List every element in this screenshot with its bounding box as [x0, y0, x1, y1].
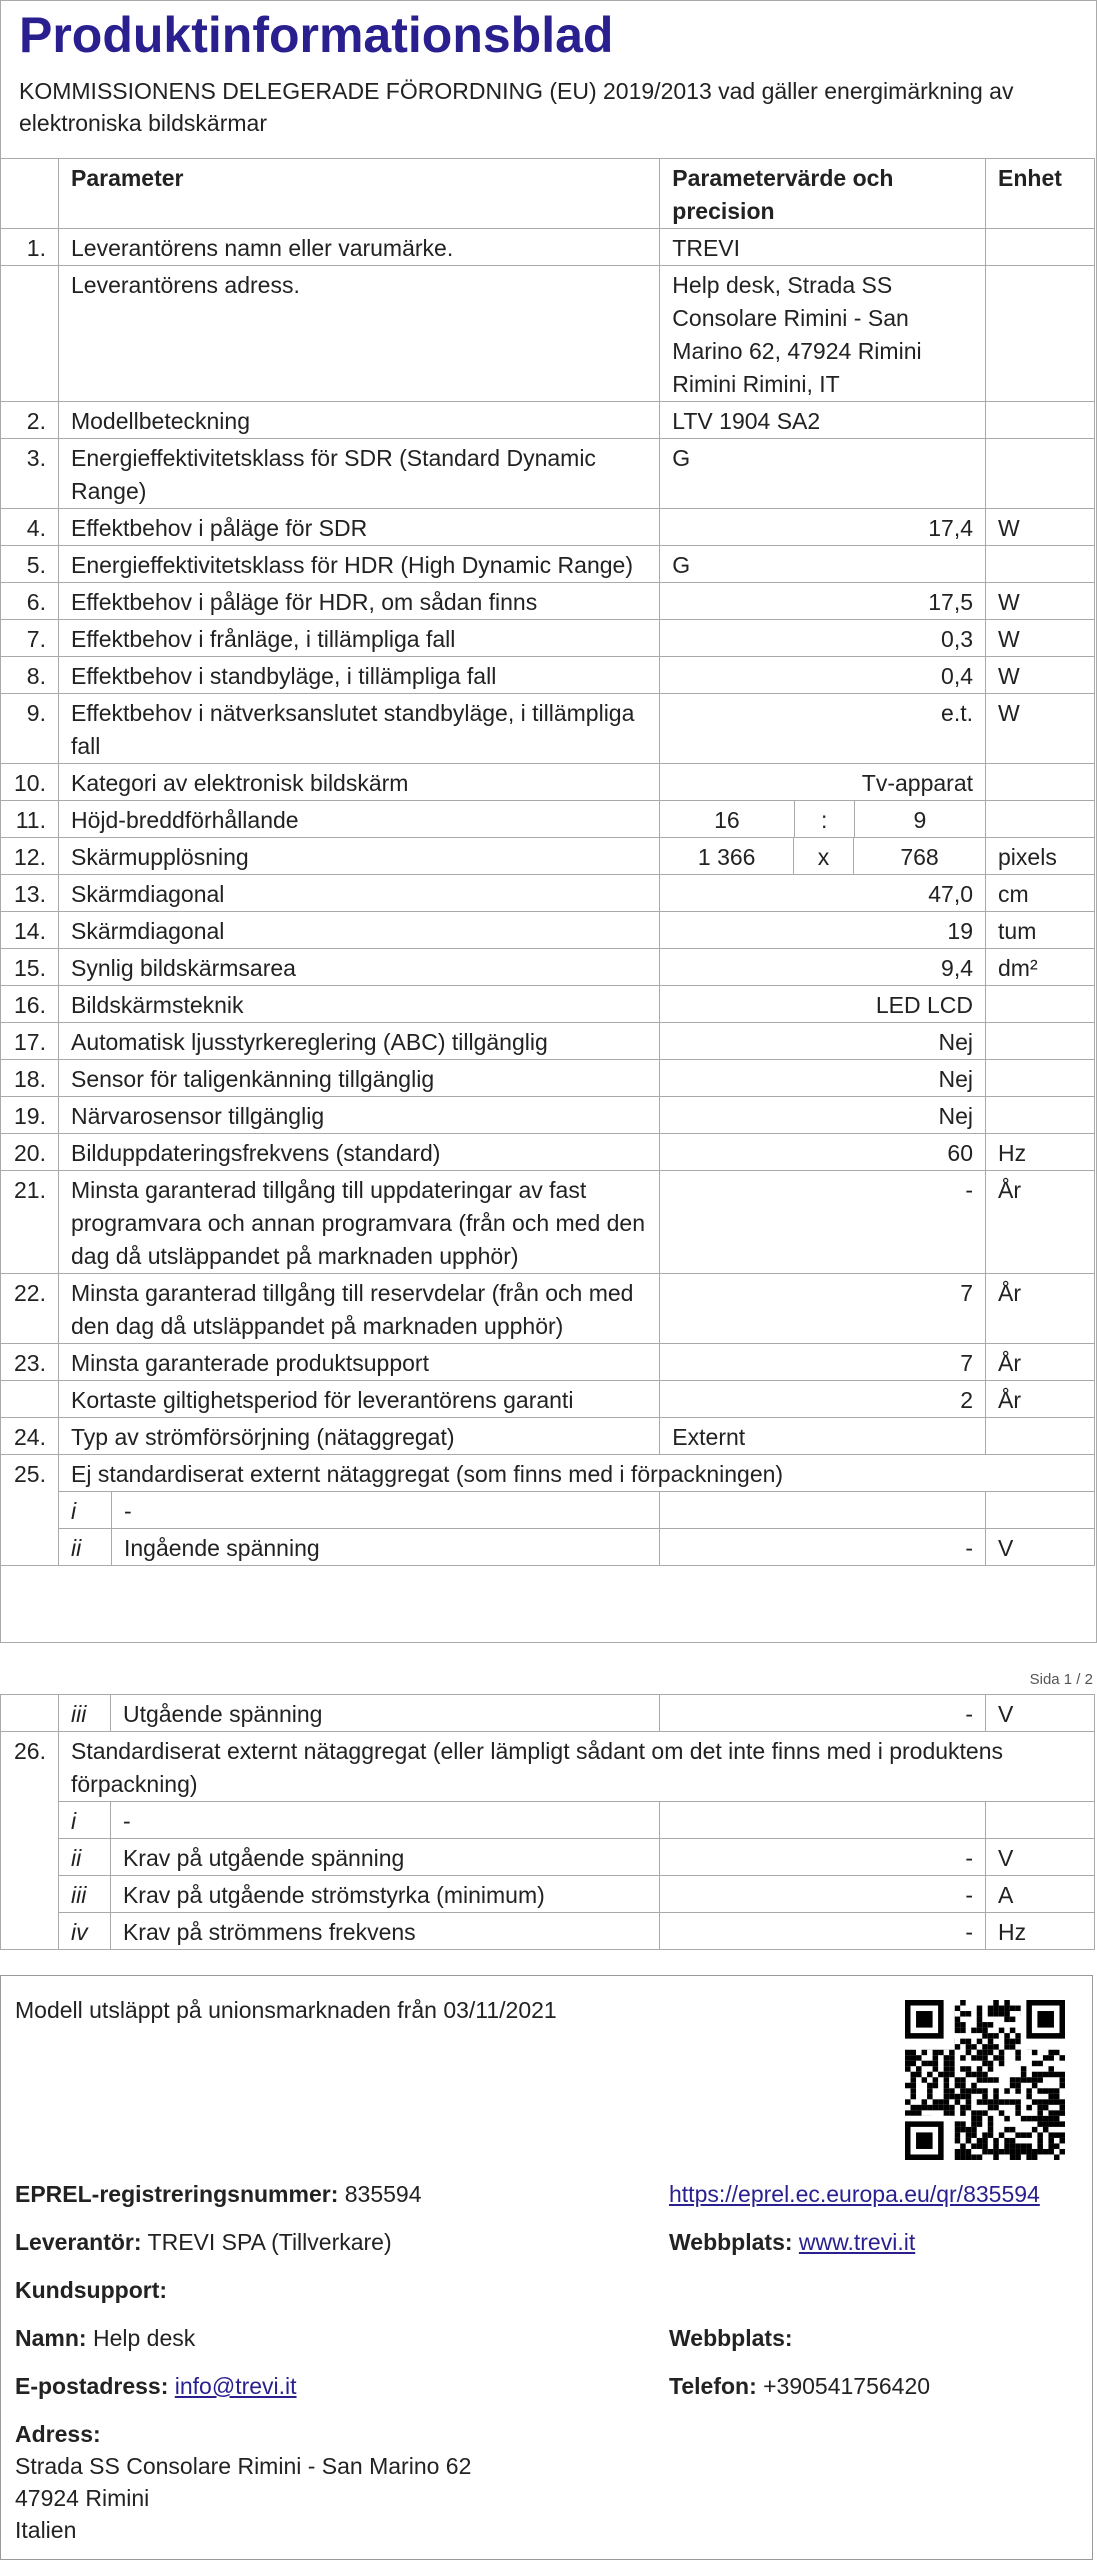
table-row: [1, 1274, 1095, 1344]
row-number: 22.: [1, 1274, 59, 1344]
row-value: 0,3: [660, 620, 986, 657]
address-label: Adress:: [15, 2421, 101, 2447]
row-value: 0,4: [660, 657, 986, 694]
row-parameter: Typ av strömförsörjning (nätaggregat): [58, 1418, 659, 1455]
supplier-label: Leverantör:: [15, 2229, 142, 2255]
table-row: [1, 439, 1095, 509]
row-number: 24.: [1, 1418, 59, 1455]
row-number: 3.: [1, 439, 59, 509]
sub-index: ii: [59, 1529, 112, 1565]
table-row: [1, 1171, 1095, 1274]
row-unit: [986, 764, 1095, 801]
row-unit: [986, 229, 1095, 266]
row-number: 9.: [1, 694, 59, 764]
row-value: e.t.: [660, 694, 986, 764]
row-number: 7.: [1, 620, 59, 657]
row-number: 21.: [1, 1171, 59, 1274]
row-unit: [986, 1097, 1095, 1134]
row-unit: [986, 1023, 1095, 1060]
sub-index: iv: [58, 1913, 110, 1950]
row-unit: cm: [986, 875, 1095, 912]
row-parameter: Energieffektivitetsklass för SDR (Standard Dynamic Range): [58, 439, 659, 509]
sub-index: iii: [58, 1876, 110, 1913]
sub-unit: V: [986, 1529, 1095, 1566]
value-part-b: 9: [913, 807, 927, 833]
page-title: Produktinformationsblad: [19, 7, 614, 63]
row-parameter: Synlig bildskärmsarea: [58, 949, 659, 986]
table-row: [1, 1097, 1095, 1134]
row-unit: [986, 402, 1095, 439]
row-value-split: [660, 838, 986, 875]
table-row: [1, 546, 1095, 583]
sub-value: [660, 1802, 986, 1839]
row-parameter: Effektbehov i påläge för SDR: [58, 509, 659, 546]
sub-unit: A: [986, 1876, 1095, 1913]
row-parameter: Skärmdiagonal: [58, 875, 659, 912]
sub-unit: V: [986, 1839, 1095, 1876]
sub-unit: [986, 1492, 1095, 1529]
table-row: [1, 509, 1095, 546]
sub-parameter: Ingående spänning: [123, 1535, 320, 1561]
sub-parameter-cell: [58, 1529, 659, 1566]
sub-index: i: [59, 1492, 112, 1528]
sub-index: i: [58, 1802, 110, 1839]
row-parameter: Närvarosensor tillgänglig: [58, 1097, 659, 1134]
parameter-table-continued: [0, 1694, 1095, 1950]
row-number: 13.: [1, 875, 59, 912]
supplier-value: TREVI SPA (Tillverkare): [147, 2229, 392, 2255]
table-subrow: [1, 1876, 1095, 1913]
row-unit: [986, 801, 1095, 838]
table-row: [1, 229, 1095, 266]
table-row: [1, 583, 1095, 620]
row-parameter: Ej standardiserat externt nätaggregat (som finns med i förpackningen): [58, 1455, 1094, 1492]
row-unit: W: [986, 509, 1095, 546]
row-unit: [986, 266, 1095, 402]
table-row: [1, 764, 1095, 801]
table-row: [1, 1381, 1095, 1418]
sub-parameter: -: [110, 1802, 659, 1839]
table-subrow: [1, 1802, 1095, 1839]
row-number: 26.: [1, 1732, 59, 1950]
row-value: 7: [660, 1344, 986, 1381]
row-number: [1, 266, 59, 402]
row-value: G: [660, 546, 986, 583]
sub-value: -: [660, 1876, 986, 1913]
sub-value: -: [660, 1529, 986, 1566]
row-parameter: Minsta garanterad tillgång till uppdateringar av fast programvara och annan programvara (från och med den dag då utsläppandet på marknaden upphör): [58, 1171, 659, 1274]
table-row: [1, 1455, 1095, 1492]
table-row: [1, 801, 1095, 838]
table-row: [1, 986, 1095, 1023]
table-row: [1, 1418, 1095, 1455]
row-parameter: Skärmupplösning: [58, 838, 659, 875]
row-unit: År: [986, 1171, 1095, 1274]
table-row: [1, 620, 1095, 657]
row-number: 2.: [1, 402, 59, 439]
row-parameter: Standardiserat externt nätaggregat (eller lämpligt sådant om det inte finns med i produktens förpackning): [58, 1732, 1094, 1802]
customer-support-label: Kundsupport:: [15, 2277, 168, 2303]
row-parameter: Modellbeteckning: [58, 402, 659, 439]
row-unit: År: [986, 1344, 1095, 1381]
row-number-empty: [1, 1695, 59, 1732]
header-num-cell: [1, 159, 59, 229]
value-part-a: 16: [714, 807, 740, 833]
row-unit: W: [986, 657, 1095, 694]
row-parameter: Effektbehov i påläge för HDR, om sådan finns: [58, 583, 659, 620]
sub-parameter-cell: [58, 1492, 659, 1529]
table-row: [1, 1060, 1095, 1097]
row-number: 1.: [1, 229, 59, 266]
row-unit: W: [986, 583, 1095, 620]
row-unit: [986, 439, 1095, 509]
sub-index: iii: [58, 1695, 110, 1732]
row-number: 8.: [1, 657, 59, 694]
table-row: [1, 949, 1095, 986]
support-website-label: Webbplats:: [669, 2325, 793, 2351]
sub-unit: Hz: [986, 1913, 1095, 1950]
row-parameter: Bildskärmsteknik: [58, 986, 659, 1023]
name-value: Help desk: [92, 2325, 196, 2351]
table-row: [1, 402, 1095, 439]
email-label: E-postadress:: [15, 2373, 169, 2399]
sub-parameter: Utgående spänning: [110, 1695, 659, 1732]
email-link[interactable]: info@trevi.it: [174, 2373, 297, 2399]
row-value: G: [660, 439, 986, 509]
row-value: 2: [660, 1381, 986, 1418]
row-parameter: Kategori av elektronisk bildskärm: [58, 764, 659, 801]
value-part-sep: :: [794, 801, 854, 837]
row-number: 20.: [1, 1134, 59, 1171]
name-label: Namn:: [15, 2325, 87, 2351]
parameter-table: [0, 158, 1095, 1566]
row-parameter: Bilduppdateringsfrekvens (standard): [58, 1134, 659, 1171]
row-parameter: Sensor för taligenkänning tillgänglig: [58, 1060, 659, 1097]
row-number: 19.: [1, 1097, 59, 1134]
sub-parameter: Krav på strömmens frekvens: [110, 1913, 659, 1950]
address-line-2: 47924 Rimini: [15, 2485, 150, 2511]
row-number: 18.: [1, 1060, 59, 1097]
row-value: 60: [660, 1134, 986, 1171]
row-number: 6.: [1, 583, 59, 620]
row-unit: [986, 986, 1095, 1023]
row-value: 9,4: [660, 949, 986, 986]
table-row: [1, 1732, 1095, 1802]
row-parameter: Höjd-breddförhållande: [58, 801, 659, 838]
row-number: 11.: [1, 801, 59, 838]
table-subrow: [1, 1529, 1095, 1566]
row-number: [1, 1381, 59, 1418]
row-value: 17,4: [660, 509, 986, 546]
row-value: 47,0: [660, 875, 986, 912]
row-number: 14.: [1, 912, 59, 949]
row-value: TREVI: [660, 229, 986, 266]
row-number: 4.: [1, 509, 59, 546]
row-parameter: Effektbehov i standbyläge, i tillämpliga fall: [58, 657, 659, 694]
table-row: [1, 875, 1095, 912]
row-value: 19: [660, 912, 986, 949]
row-unit: W: [986, 620, 1095, 657]
row-number: 5.: [1, 546, 59, 583]
sub-value: -: [660, 1695, 986, 1732]
value-part-a: 1 366: [697, 844, 756, 870]
page-subtitle: KOMMISSIONENS DELEGERADE FÖRORDNING (EU) 2019/2013 vad gäller energimärkning av elektroniska bildskärmar: [19, 78, 1014, 136]
row-unit: [986, 546, 1095, 583]
table-row: [1, 1344, 1095, 1381]
sub-value: -: [660, 1839, 986, 1876]
table-row: [1, 266, 1095, 402]
row-parameter: Leverantörens adress.: [58, 266, 659, 402]
row-parameter: Kortaste giltighetsperiod för leverantörens garanti: [58, 1381, 659, 1418]
phone-label: Telefon:: [669, 2373, 757, 2399]
row-value: LTV 1904 SA2: [660, 402, 986, 439]
page-number: Sida 1 / 2: [1029, 1671, 1093, 1688]
row-unit: dm²: [986, 949, 1095, 986]
sub-parameter: Krav på utgående spänning: [110, 1839, 659, 1876]
row-parameter: Minsta garanterad tillgång till reservdelar (från och med den dag då utsläppandet på marknaden upphör): [58, 1274, 659, 1344]
value-part-sep: x: [794, 838, 854, 874]
table-header-row: [1, 159, 1095, 229]
sub-unit: [986, 1802, 1095, 1839]
row-parameter: Automatisk ljusstyrkereglering (ABC) tillgänglig: [58, 1023, 659, 1060]
sub-parameter: Krav på utgående strömstyrka (minimum): [110, 1876, 659, 1913]
row-unit: [986, 1060, 1095, 1097]
row-value: Help desk, Strada SS Consolare Rimini - San Marino 62, 47924 Rimini Rimini Rimini, IT: [660, 266, 986, 402]
row-value: Nej: [660, 1023, 986, 1060]
row-parameter: Minsta garanterade produktsupport: [58, 1344, 659, 1381]
row-unit: År: [986, 1274, 1095, 1344]
row-number: 10.: [1, 764, 59, 801]
row-unit: W: [986, 694, 1095, 764]
table-row: [1, 1134, 1095, 1171]
row-number: 12.: [1, 838, 59, 875]
row-parameter: Effektbehov i nätverksanslutet standbyläge, i tillämpliga fall: [58, 694, 659, 764]
sub-parameter: -: [123, 1498, 132, 1524]
row-unit: tum: [986, 912, 1095, 949]
row-parameter: Effektbehov i frånläge, i tillämpliga fall: [58, 620, 659, 657]
table-row: [1, 912, 1095, 949]
address-line-1: Strada SS Consolare Rimini - San Marino 62: [15, 2453, 472, 2479]
row-number: 25.: [1, 1455, 59, 1566]
table-subrow: [1, 1695, 1095, 1732]
row-unit: Hz: [986, 1134, 1095, 1171]
table-subrow: [1, 1492, 1095, 1529]
row-parameter: Energieffektivitetsklass för HDR (High Dynamic Range): [58, 546, 659, 583]
qr-code-icon: [905, 2000, 1065, 2160]
value-part-b: 768: [900, 844, 939, 870]
header-parameter: Parameter: [58, 159, 659, 229]
table-row: [1, 694, 1095, 764]
phone-value: +390541756420: [763, 2373, 931, 2399]
sub-value: -: [660, 1913, 986, 1950]
eprel-label: EPREL-registreringsnummer:: [15, 2181, 339, 2207]
row-value: LED LCD: [660, 986, 986, 1023]
sub-unit: V: [986, 1695, 1095, 1732]
row-number: 17.: [1, 1023, 59, 1060]
row-number: 23.: [1, 1344, 59, 1381]
table-row: [1, 1023, 1095, 1060]
header-value: Parametervärde och precision: [660, 159, 986, 229]
row-unit: År: [986, 1381, 1095, 1418]
row-unit: [986, 1418, 1095, 1455]
website-link[interactable]: www.trevi.it: [798, 2229, 916, 2255]
row-value: -: [660, 1171, 986, 1274]
eprel-link[interactable]: https://eprel.ec.europa.eu/qr/835594: [669, 2181, 1040, 2207]
row-value: Tv-apparat: [660, 764, 986, 801]
row-value: Nej: [660, 1060, 986, 1097]
row-number: 15.: [1, 949, 59, 986]
row-parameter: Leverantörens namn eller varumärke.: [58, 229, 659, 266]
table-subrow: [1, 1913, 1095, 1950]
row-unit: pixels: [986, 838, 1095, 875]
table-subrow: [1, 1839, 1095, 1876]
table-row: [1, 838, 1095, 875]
sub-value: [660, 1492, 986, 1529]
eprel-number: 835594: [344, 2181, 422, 2207]
header-unit: Enhet: [986, 159, 1095, 229]
row-parameter: Skärmdiagonal: [58, 912, 659, 949]
row-value-split: [660, 801, 986, 838]
website-label: Webbplats:: [669, 2229, 793, 2255]
address-line-3: Italien: [15, 2517, 77, 2543]
row-value: 7: [660, 1274, 986, 1344]
release-date-text: Modell utsläppt på unionsmarknaden från 03/11/2021: [15, 1997, 557, 2023]
row-value: Nej: [660, 1097, 986, 1134]
row-value: 17,5: [660, 583, 986, 620]
table-row: [1, 657, 1095, 694]
row-value: Externt: [660, 1418, 986, 1455]
sub-index: ii: [58, 1839, 110, 1876]
row-number: 16.: [1, 986, 59, 1023]
